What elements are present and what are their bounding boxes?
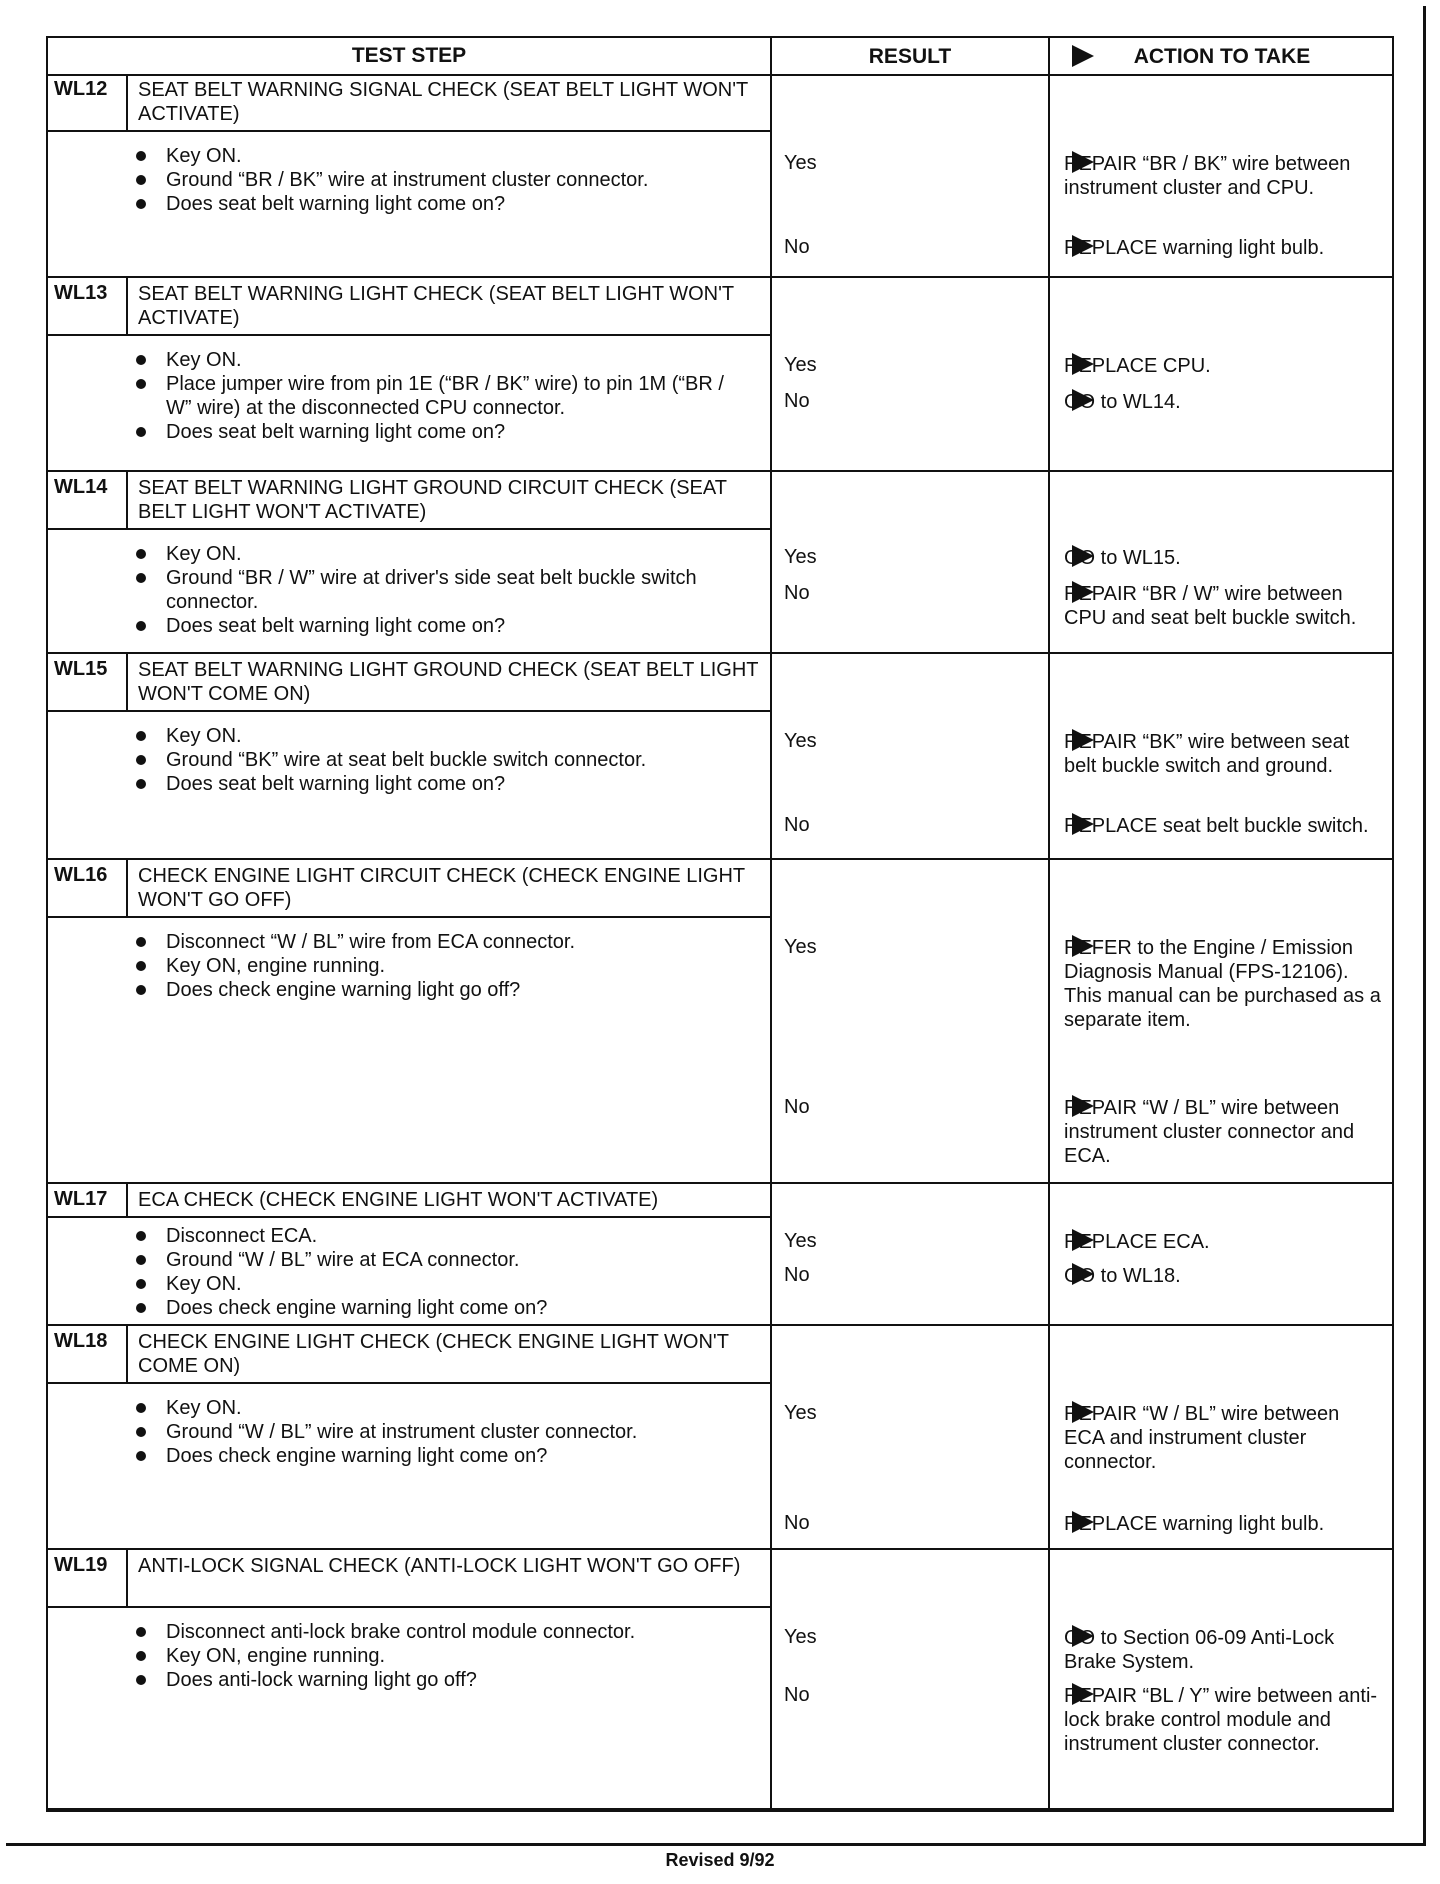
step-text: Key ON. — [166, 349, 242, 371]
bullet-icon — [136, 1451, 146, 1461]
step-list — [128, 724, 748, 796]
step-text: Does anti-lock warning light go off? — [166, 1669, 477, 1691]
step-item — [128, 1296, 748, 1320]
bullet-icon — [136, 151, 146, 161]
action-text: REPAIR “W / BL” wire between ECA and instrument cluster connector. — [1064, 1403, 1340, 1473]
step-item — [128, 348, 748, 372]
action-text: REPLACE warning light bulb. — [1064, 1513, 1325, 1535]
section-title: SEAT BELT WARNING SIGNAL CHECK (SEAT BELT LIGHT WON'T ACTIVATE) — [128, 74, 770, 132]
bullet-icon — [136, 1279, 146, 1289]
section-wl13 — [48, 278, 1392, 472]
bullet-icon — [136, 1427, 146, 1437]
step-text: Key ON, engine running. — [166, 1645, 386, 1667]
step-text: Disconnect anti-lock brake control module connector. — [166, 1621, 636, 1643]
section-wl17 — [48, 1184, 1392, 1326]
step-list — [128, 144, 748, 216]
section-id: WL15 — [48, 654, 128, 712]
action-text: REFER to the Engine / Emission Diagnosis Manual (FPS-12106). This manual can be purchased as a separate item. — [1064, 937, 1381, 1031]
bullet-icon — [136, 1303, 146, 1313]
header-result: RESULT — [868, 45, 952, 68]
section-title: CHECK ENGINE LIGHT CHECK (CHECK ENGINE LIGHT WON'T COME ON) — [128, 1326, 770, 1384]
step-text: Does seat belt warning light come on? — [166, 615, 506, 637]
bullet-icon — [136, 175, 146, 185]
result-no: No — [784, 236, 810, 258]
result-yes: Yes — [784, 1402, 817, 1424]
bullet-icon — [136, 1231, 146, 1241]
bullet-icon — [136, 985, 146, 995]
section-id: WL19 — [48, 1550, 128, 1608]
step-item — [128, 372, 748, 420]
action-text: GO to WL15. — [1064, 547, 1181, 569]
step-text: Key ON, engine running. — [166, 955, 386, 977]
bullet-icon — [136, 621, 146, 631]
step-text: Key ON. — [166, 1273, 242, 1295]
result-yes: Yes — [784, 152, 817, 174]
result-yes: Yes — [784, 1230, 817, 1252]
section-wl18 — [48, 1326, 1392, 1550]
step-list — [128, 542, 748, 638]
step-item — [128, 930, 748, 954]
action-text: GO to Section 06-09 Anti-Lock Brake System. — [1064, 1627, 1335, 1673]
section-wl14 — [48, 472, 1392, 654]
result-no: No — [784, 1264, 810, 1286]
header-action: ACTION TO TAKE — [1133, 45, 1311, 68]
action-text: REPLACE warning light bulb. — [1064, 237, 1325, 259]
action-text: REPAIR “W / BL” wire between instrument cluster connector and ECA. — [1064, 1097, 1355, 1167]
step-list — [128, 930, 748, 1002]
section-id: WL12 — [48, 74, 128, 132]
bullet-icon — [136, 731, 146, 741]
step-item — [128, 724, 748, 748]
section-wl16 — [48, 860, 1392, 1184]
bullet-icon — [136, 573, 146, 583]
action-text: REPAIR “BR / W” wire between CPU and seat belt buckle switch. — [1064, 583, 1357, 629]
action-text: REPAIR “BL / Y” wire between anti-lock brake control module and instrument cluster connector. — [1064, 1685, 1378, 1755]
step-text: Does check engine warning light come on? — [166, 1297, 548, 1319]
bullet-icon — [136, 1651, 146, 1661]
step-text: Does seat belt warning light come on? — [166, 193, 506, 215]
step-text: Does check engine warning light come on? — [166, 1445, 548, 1467]
step-list — [128, 1224, 748, 1320]
section-wl19 — [48, 1550, 1392, 1810]
bullet-icon — [136, 961, 146, 971]
step-text: Disconnect ECA. — [166, 1225, 318, 1247]
bullet-icon — [136, 1255, 146, 1265]
bullet-icon — [136, 779, 146, 789]
step-text: Does check engine warning light go off? — [166, 979, 521, 1001]
step-text: Place jumper wire from pin 1E (“BR / BK” wire) to pin 1M (“BR / W” wire) at the disconnected CPU connector. — [166, 373, 724, 419]
action-text: GO to WL18. — [1064, 1265, 1181, 1287]
step-text: Ground “BK” wire at seat belt buckle switch connector. — [166, 749, 647, 771]
revision-footer: Revised 9/92 — [665, 1850, 775, 1870]
section-id: WL16 — [48, 860, 128, 918]
result-no: No — [784, 1684, 810, 1706]
step-item — [128, 954, 748, 978]
step-item — [128, 748, 748, 772]
step-item — [128, 144, 748, 168]
section-id: WL18 — [48, 1326, 128, 1384]
table-header — [48, 38, 1392, 76]
section-id: WL17 — [48, 1184, 128, 1218]
result-yes: Yes — [784, 354, 817, 376]
step-text: Key ON. — [166, 725, 242, 747]
bullet-icon — [136, 427, 146, 437]
section-id: WL14 — [48, 472, 128, 530]
section-wl15 — [48, 654, 1392, 860]
step-item — [128, 542, 748, 566]
step-text: Key ON. — [166, 1397, 242, 1419]
action-text: REPAIR “BK” wire between seat belt buckle switch and ground. — [1064, 731, 1350, 777]
step-item — [128, 1248, 748, 1272]
section-title: SEAT BELT WARNING LIGHT GROUND CHECK (SEAT BELT LIGHT WON'T COME ON) — [128, 654, 770, 712]
step-list — [128, 348, 748, 444]
action-text: REPLACE ECA. — [1064, 1231, 1210, 1253]
step-item — [128, 420, 748, 444]
bullet-icon — [136, 199, 146, 209]
bullet-icon — [136, 549, 146, 559]
action-text: REPLACE seat belt buckle switch. — [1064, 815, 1369, 837]
action-text: REPLACE CPU. — [1064, 355, 1211, 377]
step-item — [128, 1396, 748, 1420]
bullet-icon — [136, 1675, 146, 1685]
step-text: Ground “W / BL” wire at instrument cluster connector. — [166, 1421, 638, 1443]
step-item — [128, 1620, 748, 1644]
result-no: No — [784, 814, 810, 836]
test-step-table — [46, 36, 1394, 1812]
bullet-icon — [136, 1627, 146, 1637]
step-text: Does seat belt warning light come on? — [166, 773, 506, 795]
step-text: Ground “BR / BK” wire at instrument cluster connector. — [166, 169, 649, 191]
step-item — [128, 1668, 748, 1692]
result-yes: Yes — [784, 936, 817, 958]
bullet-icon — [136, 1403, 146, 1413]
section-id: WL13 — [48, 278, 128, 336]
result-no: No — [784, 1096, 810, 1118]
bullet-icon — [136, 937, 146, 947]
step-item — [128, 772, 748, 796]
step-item — [128, 168, 748, 192]
step-text: Ground “W / BL” wire at ECA connector. — [166, 1249, 520, 1271]
step-list — [128, 1396, 748, 1468]
result-no: No — [784, 390, 810, 412]
step-text: Does seat belt warning light come on? — [166, 421, 506, 443]
step-item — [128, 566, 748, 614]
step-text: Disconnect “W / BL” wire from ECA connector. — [166, 931, 576, 953]
bullet-icon — [136, 355, 146, 365]
result-no: No — [784, 582, 810, 604]
result-yes: Yes — [784, 730, 817, 752]
step-item — [128, 1444, 748, 1468]
step-text: Key ON. — [166, 145, 242, 167]
section-title: ANTI-LOCK SIGNAL CHECK (ANTI-LOCK LIGHT WON'T GO OFF) — [128, 1550, 770, 1608]
step-text: Key ON. — [166, 543, 242, 565]
section-title: ECA CHECK (CHECK ENGINE LIGHT WON'T ACTIVATE) — [128, 1184, 770, 1218]
section-title: SEAT BELT WARNING LIGHT CHECK (SEAT BELT LIGHT WON'T ACTIVATE) — [128, 278, 770, 336]
section-wl12 — [48, 74, 1392, 278]
section-title: SEAT BELT WARNING LIGHT GROUND CIRCUIT CHECK (SEAT BELT LIGHT WON'T ACTIVATE) — [128, 472, 770, 530]
bullet-icon — [136, 755, 146, 765]
step-item — [128, 614, 748, 638]
step-item — [128, 1272, 748, 1296]
step-list — [128, 1620, 748, 1692]
step-item — [128, 1644, 748, 1668]
step-item — [128, 978, 748, 1002]
action-text: GO to WL14. — [1064, 391, 1181, 413]
result-yes: Yes — [784, 546, 817, 568]
section-title: CHECK ENGINE LIGHT CIRCUIT CHECK (CHECK ENGINE LIGHT WON'T GO OFF) — [128, 860, 770, 918]
step-item — [128, 1420, 748, 1444]
step-item — [128, 1224, 748, 1248]
step-text: Ground “BR / W” wire at driver's side seat belt buckle switch connector. — [166, 567, 697, 613]
bullet-icon — [136, 379, 146, 389]
result-yes: Yes — [784, 1626, 817, 1648]
step-item — [128, 192, 748, 216]
result-no: No — [784, 1512, 810, 1534]
header-test-step: TEST STEP — [351, 44, 467, 67]
action-text: REPAIR “BR / BK” wire between instrument cluster and CPU. — [1064, 153, 1351, 199]
